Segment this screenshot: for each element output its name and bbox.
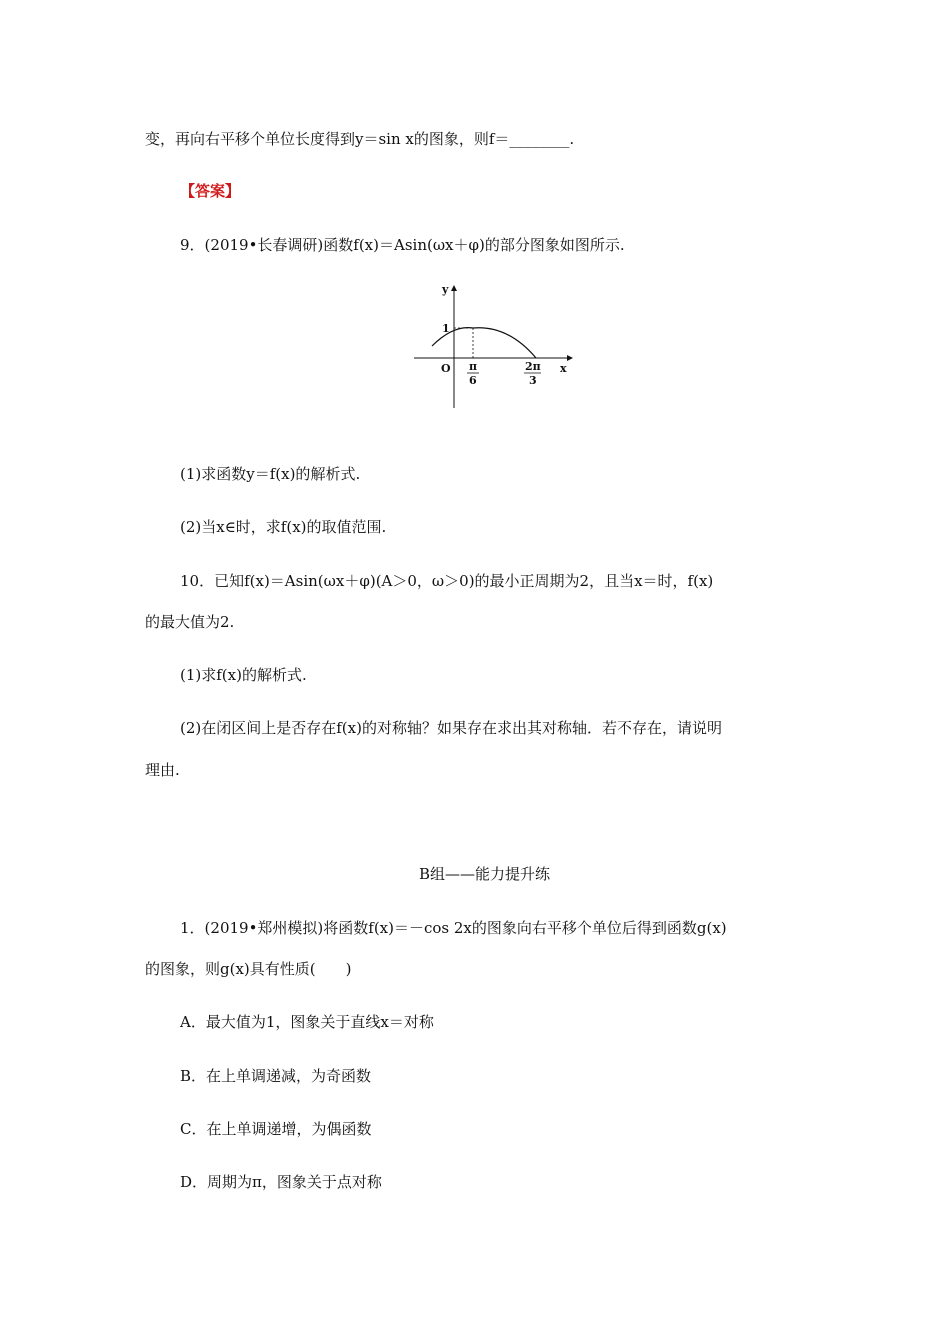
tick-2pi3-numerator: 2π bbox=[525, 360, 541, 373]
option-b: B．在上单调递减，为奇函数 bbox=[180, 1067, 372, 1085]
problem-10-part-2: (2)在闭区间上是否存在f(x)的对称轴？如果存在求出其对称轴．若不存在，请说明 bbox=[180, 719, 722, 737]
problem-b1-statement-cont: 的图象，则g(x)具有性质( ) bbox=[145, 960, 352, 978]
section-heading: B组——能力提升练 bbox=[419, 865, 551, 883]
y-tick-1: 1 bbox=[442, 322, 450, 335]
function-graph bbox=[408, 280, 584, 412]
text-line-1: 变，再向右平移个单位长度得到y＝sin x的图象，则f＝________. bbox=[145, 130, 575, 148]
problem-10-statement-cont: 的最大值为2. bbox=[145, 613, 235, 631]
problem-10-part-2-cont: 理由. bbox=[145, 761, 180, 779]
x-axis-label: x bbox=[560, 362, 567, 375]
problem-9-part-1: (1)求函数y＝f(x)的解析式. bbox=[180, 465, 361, 483]
problem-9-part-2: (2)当x∈时，求f(x)的取值范围. bbox=[180, 518, 387, 536]
problem-9-statement: 9．(2019•长春调研)函数f(x)＝Asin(ωx＋φ)的部分图象如图所示. bbox=[180, 236, 625, 254]
problem-b1-statement: 1．(2019•郑州模拟)将函数f(x)＝－cos 2x的图象向右平移个单位后得到函数g(x) bbox=[180, 919, 727, 937]
tick-2pi3-denominator: 3 bbox=[529, 374, 537, 387]
y-axis-label: y bbox=[442, 283, 449, 296]
origin-label: O bbox=[441, 362, 451, 375]
option-a: A．最大值为1，图象关于直线x＝对称 bbox=[180, 1013, 434, 1031]
answer-label: 【答案】 bbox=[180, 182, 241, 200]
problem-10-part-1: (1)求f(x)的解析式. bbox=[180, 666, 307, 684]
tick-pi6-numerator: π bbox=[469, 360, 478, 373]
option-c: C．在上单调递增，为偶函数 bbox=[180, 1120, 372, 1138]
problem-10-statement: 10．已知f(x)＝Asin(ωx＋φ)(A＞0，ω＞0)的最小正周期为2，且当x＝时，f(x) bbox=[180, 572, 714, 590]
tick-pi6-denominator: 6 bbox=[469, 374, 477, 387]
option-d: D．周期为π，图象关于点对称 bbox=[180, 1173, 382, 1191]
